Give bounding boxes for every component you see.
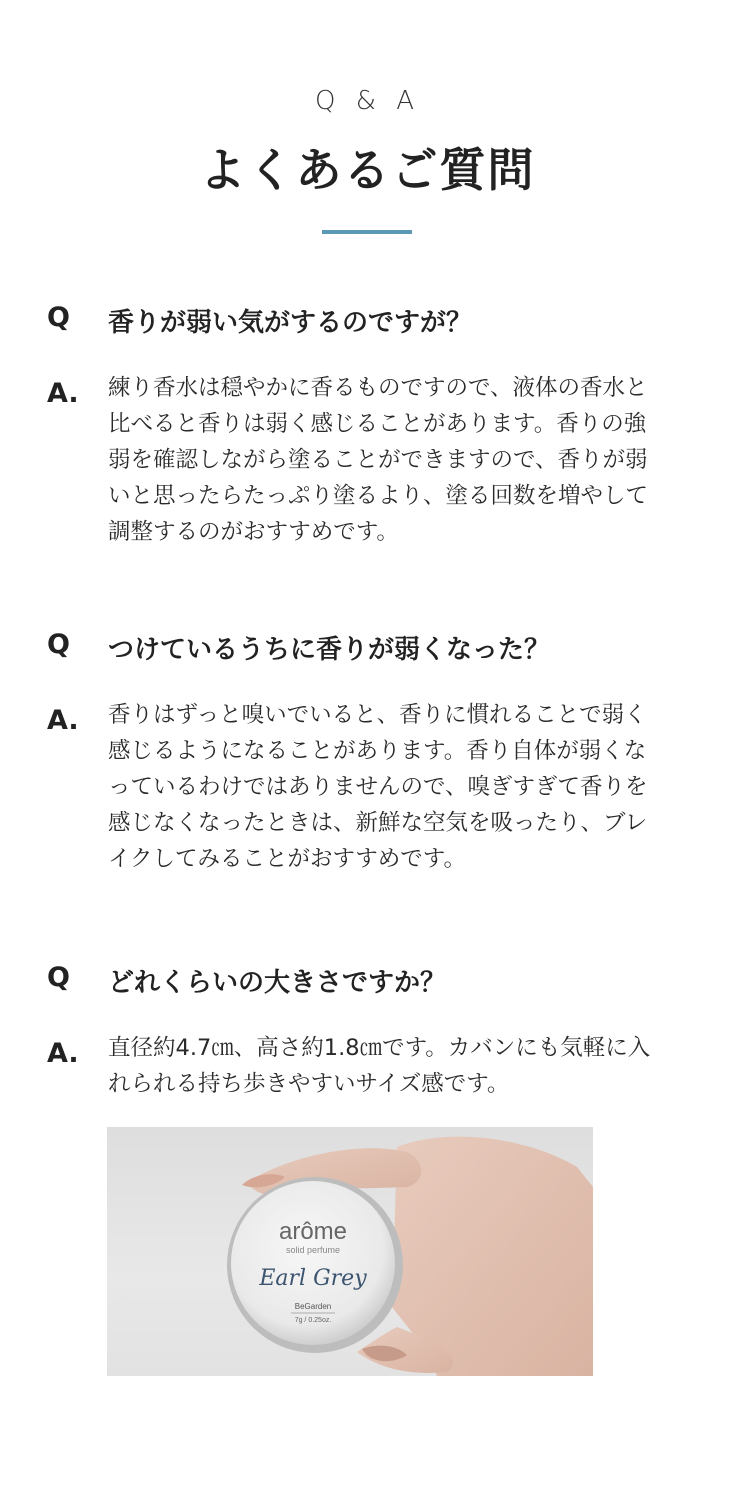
question-text: どれくらいの大きさですか？: [108, 968, 447, 998]
label-maker: BeGarden: [294, 1302, 332, 1311]
label-subtitle: solid perfume: [285, 1245, 341, 1255]
label-brand: arôme: [278, 1218, 348, 1245]
label-scent: Earl Grey: [259, 1266, 367, 1291]
answer-mark: A.: [47, 378, 79, 409]
answer-line: 弱を確認しながら塗ることができますので、香りが弱: [108, 447, 648, 473]
answer-line: 比べると香りは弱く感じることがあります。香りの強: [108, 411, 647, 437]
title-divider: [322, 230, 412, 234]
label-weight: 7g / 0.25oz.: [294, 1317, 332, 1324]
answer-line: 調整するのがおすすめです。: [108, 519, 399, 545]
answer-line: 練り香水は穏やかに香るものですので、液体の香水と: [108, 375, 648, 401]
answer-line: いと思ったらたっぷり塗るより、塗る回数を増やして: [108, 483, 649, 509]
question-mark: Q: [47, 302, 70, 333]
question-mark: Q: [47, 962, 70, 993]
answer-text: [108, 1030, 698, 1102]
question-mark: Q: [47, 629, 70, 660]
answer-line: 感じるようになることがあります。香り自体が弱くな: [108, 738, 647, 764]
page-title: よくあるご質問: [199, 143, 536, 197]
answer-text: [108, 370, 698, 550]
answer-line: っているわけではありませんので、嗅ぎすぎて香りを: [108, 774, 648, 800]
answer-mark: A.: [47, 1038, 79, 1069]
answer-mark: A.: [47, 705, 79, 736]
answer-line: イクしてみることがおすすめです。: [108, 846, 466, 872]
question-text: つけているうちに香りが弱くなった？: [108, 635, 551, 665]
answer-line: 直径約4.7㎝、高さ約1.8㎝です。カバンにも気軽に入: [108, 1035, 651, 1061]
answer-line: 感じなくなったときは、新鮮な空気を吸ったり、ブレ: [108, 810, 648, 836]
section-eyebrow: Q & A: [314, 86, 421, 116]
answer-line: 香りはずっと嗅いでいると、香りに慣れることで弱く: [108, 702, 647, 728]
question-text: 香りが弱い気がするのですが？: [108, 308, 473, 338]
answer-line: れられる持ち歩きやすいサイズ感です。: [108, 1071, 510, 1097]
answer-text: [108, 697, 698, 877]
product-photo: [107, 1127, 593, 1376]
hand-holding-tin-illustration: [107, 1127, 593, 1376]
